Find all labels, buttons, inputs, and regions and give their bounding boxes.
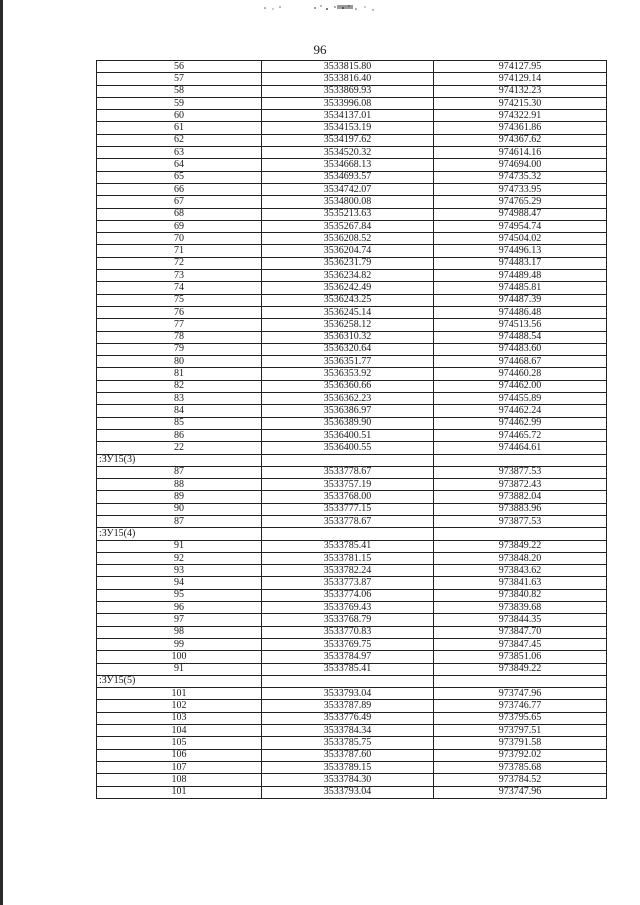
y-coordinate-cell: 974614.16 <box>434 147 607 159</box>
scan-noise-marks <box>255 0 385 16</box>
table-row <box>97 503 607 515</box>
table-row <box>97 786 607 798</box>
x-coordinate-cell: 3536360.66 <box>262 380 434 392</box>
point-number-cell: 56 <box>97 61 262 73</box>
table-row <box>97 479 607 491</box>
x-coordinate-cell: 3536386.97 <box>262 405 434 417</box>
y-coordinate-cell: 974215.30 <box>434 97 607 109</box>
empty-cell <box>434 528 607 540</box>
x-coordinate-cell: 3533773.87 <box>262 577 434 589</box>
y-coordinate-cell: 974485.81 <box>434 282 607 294</box>
x-coordinate-cell: 3536245.14 <box>262 306 434 318</box>
x-coordinate-cell: 3533774.06 <box>262 589 434 601</box>
point-number-cell: 91 <box>97 540 262 552</box>
empty-cell <box>434 675 607 687</box>
table-row <box>97 220 607 232</box>
table-row <box>97 147 607 159</box>
point-number-cell: 78 <box>97 331 262 343</box>
table-row <box>97 737 607 749</box>
x-coordinate-cell: 3534693.57 <box>262 171 434 183</box>
x-coordinate-cell: 3536400.55 <box>262 442 434 454</box>
table-row <box>97 368 607 380</box>
section-row <box>97 528 607 540</box>
point-number-cell: 91 <box>97 663 262 675</box>
y-coordinate-cell: 974488.54 <box>434 331 607 343</box>
point-number-cell: 61 <box>97 122 262 134</box>
table-row <box>97 208 607 220</box>
x-coordinate-cell: 3533778.67 <box>262 466 434 478</box>
x-coordinate-cell: 3536231.79 <box>262 257 434 269</box>
point-number-cell: 87 <box>97 515 262 527</box>
point-number-cell: 100 <box>97 651 262 663</box>
table-row <box>97 466 607 478</box>
table-row <box>97 663 607 675</box>
point-number-cell: 105 <box>97 737 262 749</box>
point-number-cell: 86 <box>97 429 262 441</box>
table-row <box>97 85 607 97</box>
table-row <box>97 97 607 109</box>
y-coordinate-cell: 973841.63 <box>434 577 607 589</box>
y-coordinate-cell: 974483.60 <box>434 343 607 355</box>
point-number-cell: 85 <box>97 417 262 429</box>
x-coordinate-cell: 3533787.60 <box>262 749 434 761</box>
x-coordinate-cell: 3536362.23 <box>262 393 434 405</box>
x-coordinate-cell: 3534520.32 <box>262 147 434 159</box>
y-coordinate-cell: 973883.96 <box>434 503 607 515</box>
x-coordinate-cell: 3534197.62 <box>262 134 434 146</box>
y-coordinate-cell: 974694.00 <box>434 159 607 171</box>
y-coordinate-cell: 974322.91 <box>434 110 607 122</box>
point-number-cell: 68 <box>97 208 262 220</box>
y-coordinate-cell: 973792.02 <box>434 749 607 761</box>
x-coordinate-cell: 3533769.43 <box>262 602 434 614</box>
x-coordinate-cell: 3535213.63 <box>262 208 434 220</box>
point-number-cell: 88 <box>97 479 262 491</box>
y-coordinate-cell: 974462.24 <box>434 405 607 417</box>
x-coordinate-cell: 3536243.25 <box>262 294 434 306</box>
point-number-cell: 99 <box>97 638 262 650</box>
point-number-cell: 104 <box>97 725 262 737</box>
x-coordinate-cell: 3533768.79 <box>262 614 434 626</box>
table-row <box>97 540 607 552</box>
point-number-cell: 98 <box>97 626 262 638</box>
x-coordinate-cell: 3533770.83 <box>262 626 434 638</box>
point-number-cell: 57 <box>97 73 262 85</box>
y-coordinate-cell: 974460.28 <box>434 368 607 380</box>
x-coordinate-cell: 3533785.75 <box>262 737 434 749</box>
point-number-cell: 80 <box>97 356 262 368</box>
table-row <box>97 651 607 663</box>
y-coordinate-cell: 974487.39 <box>434 294 607 306</box>
point-number-cell: 107 <box>97 761 262 773</box>
table-row <box>97 196 607 208</box>
table-row <box>97 712 607 724</box>
point-number-cell: 101 <box>97 688 262 700</box>
x-coordinate-cell: 3533782.24 <box>262 565 434 577</box>
point-number-cell: 79 <box>97 343 262 355</box>
table-row <box>97 270 607 282</box>
y-coordinate-cell: 973840.82 <box>434 589 607 601</box>
x-coordinate-cell: 3533784.97 <box>262 651 434 663</box>
y-coordinate-cell: 973747.96 <box>434 786 607 798</box>
point-number-cell: 63 <box>97 147 262 159</box>
x-coordinate-cell: 3534153.19 <box>262 122 434 134</box>
y-coordinate-cell: 973747.96 <box>434 688 607 700</box>
x-coordinate-cell: 3533996.08 <box>262 97 434 109</box>
point-number-cell: 72 <box>97 257 262 269</box>
table-row <box>97 565 607 577</box>
x-coordinate-cell: 3533784.34 <box>262 725 434 737</box>
point-number-cell: 70 <box>97 233 262 245</box>
x-coordinate-cell: 3534137.01 <box>262 110 434 122</box>
y-coordinate-cell: 974988.47 <box>434 208 607 220</box>
y-coordinate-cell: 974361.86 <box>434 122 607 134</box>
table-row <box>97 183 607 195</box>
x-coordinate-cell: 3536320.64 <box>262 343 434 355</box>
x-coordinate-cell: 3536258.12 <box>262 319 434 331</box>
y-coordinate-cell: 973849.22 <box>434 540 607 552</box>
table-row <box>97 331 607 343</box>
y-coordinate-cell: 974132.23 <box>434 85 607 97</box>
x-coordinate-cell: 3533781.15 <box>262 552 434 564</box>
y-coordinate-cell: 973848.20 <box>434 552 607 564</box>
y-coordinate-cell: 973877.53 <box>434 466 607 478</box>
empty-cell <box>262 454 434 466</box>
table-row <box>97 319 607 331</box>
table-row <box>97 61 607 73</box>
y-coordinate-cell: 973746.77 <box>434 700 607 712</box>
x-coordinate-cell: 3533869.93 <box>262 85 434 97</box>
x-coordinate-cell: 3536310.32 <box>262 331 434 343</box>
y-coordinate-cell: 973843.62 <box>434 565 607 577</box>
point-number-cell: 60 <box>97 110 262 122</box>
table-row <box>97 233 607 245</box>
point-number-cell: 69 <box>97 220 262 232</box>
y-coordinate-cell: 974489.48 <box>434 270 607 282</box>
y-coordinate-cell: 973795.65 <box>434 712 607 724</box>
x-coordinate-cell: 3533777.15 <box>262 503 434 515</box>
y-coordinate-cell: 974954.74 <box>434 220 607 232</box>
point-number-cell: 22 <box>97 442 262 454</box>
table-row <box>97 442 607 454</box>
y-coordinate-cell: 974462.00 <box>434 380 607 392</box>
y-coordinate-cell: 973839.68 <box>434 602 607 614</box>
point-number-cell: 87 <box>97 466 262 478</box>
x-coordinate-cell: 3533785.41 <box>262 540 434 552</box>
table-row <box>97 761 607 773</box>
x-coordinate-cell: 3536234.82 <box>262 270 434 282</box>
y-coordinate-cell: 973877.53 <box>434 515 607 527</box>
table-row <box>97 171 607 183</box>
y-coordinate-cell: 973847.45 <box>434 638 607 650</box>
y-coordinate-cell: 973844.35 <box>434 614 607 626</box>
point-number-cell: 59 <box>97 97 262 109</box>
x-coordinate-cell: 3536400.51 <box>262 429 434 441</box>
point-number-cell: 89 <box>97 491 262 503</box>
section-label: :ЗУ15(5) <box>97 675 262 687</box>
table-row <box>97 774 607 786</box>
y-coordinate-cell: 974504.02 <box>434 233 607 245</box>
y-coordinate-cell: 973785.68 <box>434 761 607 773</box>
point-number-cell: 108 <box>97 774 262 786</box>
x-coordinate-cell: 3536242.49 <box>262 282 434 294</box>
y-coordinate-cell: 973784.52 <box>434 774 607 786</box>
y-coordinate-cell: 974367.62 <box>434 134 607 146</box>
point-number-cell: 102 <box>97 700 262 712</box>
table-row <box>97 134 607 146</box>
point-number-cell: 74 <box>97 282 262 294</box>
x-coordinate-cell: 3536208.52 <box>262 233 434 245</box>
table-row <box>97 638 607 650</box>
y-coordinate-cell: 973847.70 <box>434 626 607 638</box>
y-coordinate-cell: 974127.95 <box>434 61 607 73</box>
table-row <box>97 405 607 417</box>
y-coordinate-cell: 973791.58 <box>434 737 607 749</box>
y-coordinate-cell: 974464.61 <box>434 442 607 454</box>
x-coordinate-cell: 3535267.84 <box>262 220 434 232</box>
y-coordinate-cell: 974462.99 <box>434 417 607 429</box>
table-row <box>97 306 607 318</box>
y-coordinate-cell: 974496.13 <box>434 245 607 257</box>
x-coordinate-cell: 3533816.40 <box>262 73 434 85</box>
point-number-cell: 93 <box>97 565 262 577</box>
x-coordinate-cell: 3533793.04 <box>262 786 434 798</box>
table-row <box>97 294 607 306</box>
point-number-cell: 65 <box>97 171 262 183</box>
point-number-cell: 83 <box>97 393 262 405</box>
y-coordinate-cell: 974129.14 <box>434 73 607 85</box>
x-coordinate-cell: 3533784.30 <box>262 774 434 786</box>
table-row <box>97 626 607 638</box>
table-row <box>97 110 607 122</box>
y-coordinate-cell: 974735.32 <box>434 171 607 183</box>
scan-left-edge <box>0 0 3 905</box>
y-coordinate-cell: 973797.51 <box>434 725 607 737</box>
table-row <box>97 380 607 392</box>
table-row <box>97 257 607 269</box>
y-coordinate-cell: 974455.89 <box>434 393 607 405</box>
point-number-cell: 92 <box>97 552 262 564</box>
x-coordinate-cell: 3533757.19 <box>262 479 434 491</box>
table-row <box>97 602 607 614</box>
table-row <box>97 393 607 405</box>
point-number-cell: 96 <box>97 602 262 614</box>
point-number-cell: 94 <box>97 577 262 589</box>
table-row <box>97 491 607 503</box>
table-row <box>97 515 607 527</box>
point-number-cell: 90 <box>97 503 262 515</box>
y-coordinate-cell: 974465.72 <box>434 429 607 441</box>
point-number-cell: 58 <box>97 85 262 97</box>
y-coordinate-cell: 974468.67 <box>434 356 607 368</box>
table-row <box>97 343 607 355</box>
x-coordinate-cell: 3534800.08 <box>262 196 434 208</box>
table-row <box>97 614 607 626</box>
table-row <box>97 356 607 368</box>
x-coordinate-cell: 3533815.80 <box>262 61 434 73</box>
empty-cell <box>262 528 434 540</box>
y-coordinate-cell: 974483.17 <box>434 257 607 269</box>
x-coordinate-cell: 3533769.75 <box>262 638 434 650</box>
point-number-cell: 67 <box>97 196 262 208</box>
x-coordinate-cell: 3533789.15 <box>262 761 434 773</box>
point-number-cell: 101 <box>97 786 262 798</box>
point-number-cell: 62 <box>97 134 262 146</box>
x-coordinate-cell: 3533778.67 <box>262 515 434 527</box>
table-row <box>97 749 607 761</box>
x-coordinate-cell: 3533785.41 <box>262 663 434 675</box>
y-coordinate-cell: 973849.22 <box>434 663 607 675</box>
x-coordinate-cell: 3534668.13 <box>262 159 434 171</box>
y-coordinate-cell: 974486.48 <box>434 306 607 318</box>
point-number-cell: 97 <box>97 614 262 626</box>
x-coordinate-cell: 3536353.92 <box>262 368 434 380</box>
coordinates-table <box>96 60 607 799</box>
table-row <box>97 429 607 441</box>
section-label: :ЗУ15(3) <box>97 454 262 466</box>
y-coordinate-cell: 974765.29 <box>434 196 607 208</box>
table-row <box>97 552 607 564</box>
point-number-cell: 64 <box>97 159 262 171</box>
x-coordinate-cell: 3536204.74 <box>262 245 434 257</box>
y-coordinate-cell: 974513.56 <box>434 319 607 331</box>
point-number-cell: 81 <box>97 368 262 380</box>
section-label: :ЗУ15(4) <box>97 528 262 540</box>
y-coordinate-cell: 974733.95 <box>434 183 607 195</box>
x-coordinate-cell: 3533787.89 <box>262 700 434 712</box>
empty-cell <box>262 675 434 687</box>
point-number-cell: 73 <box>97 270 262 282</box>
point-number-cell: 106 <box>97 749 262 761</box>
table-row <box>97 589 607 601</box>
section-row <box>97 454 607 466</box>
point-number-cell: 71 <box>97 245 262 257</box>
empty-cell <box>434 454 607 466</box>
table-row <box>97 577 607 589</box>
table-row <box>97 688 607 700</box>
x-coordinate-cell: 3536351.77 <box>262 356 434 368</box>
y-coordinate-cell: 973882.04 <box>434 491 607 503</box>
x-coordinate-cell: 3533793.04 <box>262 688 434 700</box>
x-coordinate-cell: 3533776.49 <box>262 712 434 724</box>
point-number-cell: 84 <box>97 405 262 417</box>
table-row <box>97 282 607 294</box>
point-number-cell: 82 <box>97 380 262 392</box>
x-coordinate-cell: 3534742.07 <box>262 183 434 195</box>
table-row <box>97 417 607 429</box>
table-row <box>97 725 607 737</box>
point-number-cell: 77 <box>97 319 262 331</box>
x-coordinate-cell: 3536389.90 <box>262 417 434 429</box>
table-row <box>97 73 607 85</box>
table-row <box>97 245 607 257</box>
y-coordinate-cell: 973872.43 <box>434 479 607 491</box>
y-coordinate-cell: 973851.06 <box>434 651 607 663</box>
table-row <box>97 122 607 134</box>
table-row <box>97 700 607 712</box>
section-row <box>97 675 607 687</box>
point-number-cell: 66 <box>97 183 262 195</box>
point-number-cell: 103 <box>97 712 262 724</box>
x-coordinate-cell: 3533768.00 <box>262 491 434 503</box>
page-number: 96 <box>313 42 327 57</box>
coordinates-table-body <box>97 61 607 799</box>
table-row <box>97 159 607 171</box>
point-number-cell: 95 <box>97 589 262 601</box>
point-number-cell: 76 <box>97 306 262 318</box>
point-number-cell: 75 <box>97 294 262 306</box>
